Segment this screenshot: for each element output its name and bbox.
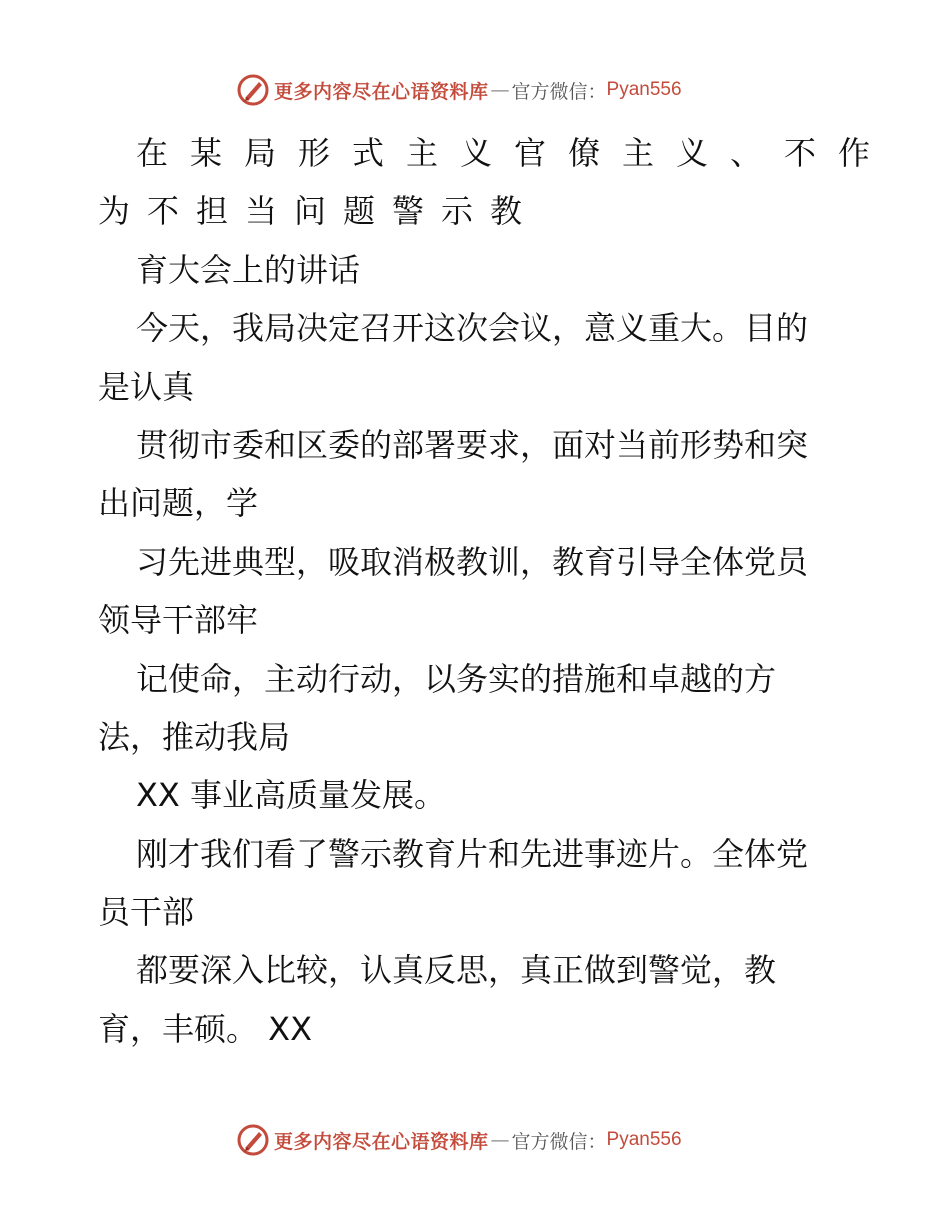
quill-pen-logo-icon [236, 1123, 270, 1157]
paragraph-line: 是认真 [98, 367, 195, 406]
watermark-account-label: 官方微信： [511, 80, 607, 103]
watermark-dash: — [490, 79, 510, 101]
paragraph-line: 法，推动我局 [98, 717, 291, 756]
document-title-line: 育大会上的讲话 [136, 250, 361, 289]
paragraph-line: 记使命，主动行动，以务实的措施和卓越的方 [136, 659, 777, 698]
document-title-line: 在某局形式主义官僚主义、不作 [136, 134, 893, 172]
watermark-dash: — [490, 1129, 510, 1151]
watermark-account: Pyan556 [606, 79, 682, 100]
paragraph-line: XX 事业高质量发展。 [136, 776, 447, 815]
watermark-account-label: 官方微信： [511, 1130, 607, 1153]
paragraph-line: 贯彻市委和区委的部署要求，面对当前形势和突 [136, 425, 809, 464]
paragraph-line: 领导干部牢 [98, 601, 259, 640]
paragraph-line: 刚才我们看了警示教育片和先进事迹片。全体党 [136, 834, 809, 873]
paragraph-line: 育，丰硕。 XX [98, 1009, 313, 1048]
watermark-text: 更多内容尽在心语资料库 [274, 1130, 489, 1153]
paragraph-line: 员干部 [98, 893, 195, 932]
document-body [98, 124, 893, 1058]
paragraph-line: 出问题，学 [98, 484, 259, 523]
paragraph-line: 都要深入比较，认真反思，真正做到警觉，教 [136, 951, 777, 990]
watermark-account: Pyan556 [606, 1129, 682, 1150]
paragraph-line: 今天，我局决定召开这次会议，意义重大。目的 [136, 309, 809, 348]
paragraph-line: 习先进典型，吸取消极教训，教育引导全体党员 [136, 542, 809, 581]
header-watermark [236, 72, 682, 108]
footer-watermark [236, 1122, 682, 1158]
watermark-text: 更多内容尽在心语资料库 [274, 80, 489, 103]
document-title-line: 为不担当问题警示教 [98, 192, 540, 231]
quill-pen-logo-icon [236, 73, 270, 107]
